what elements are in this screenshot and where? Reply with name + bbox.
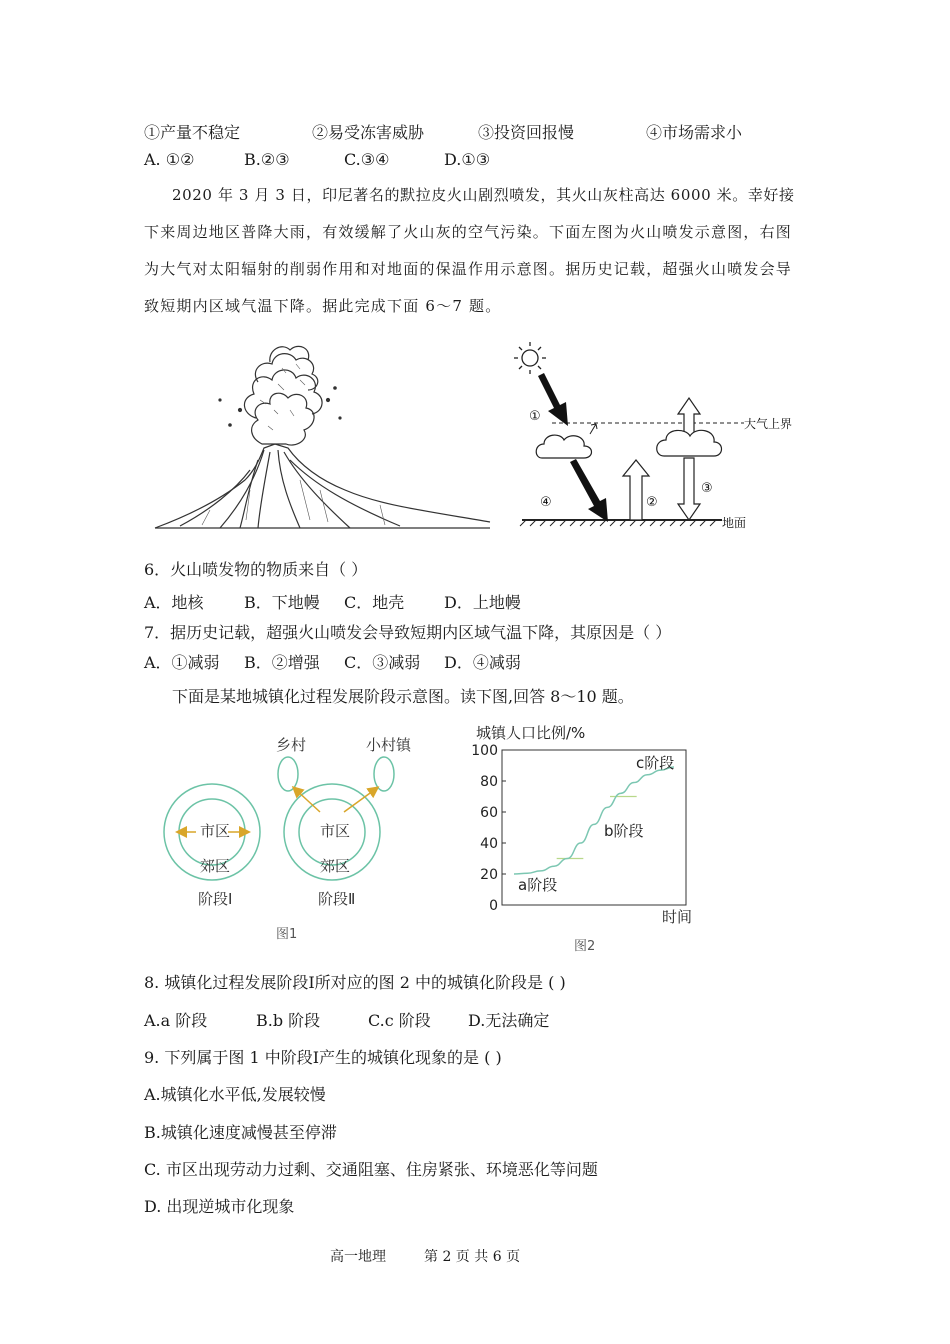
arrow-solar-incoming (538, 373, 568, 426)
urbanization-curve (514, 767, 674, 874)
q8-choice-b: B.b 阶段 (256, 1011, 321, 1030)
q7-stem: 7．据历史记载，超强火山喷发会导致短期内区域气温下降，其原因是（ ） (144, 623, 672, 642)
arrow-solar-reaching-ground (570, 459, 608, 522)
town-label: 小村镇 (366, 736, 412, 754)
figure-2-caption: 图2 (574, 939, 596, 954)
stage2-suburb-label: 郊区 (320, 857, 351, 875)
q7-choice-a: A．①减弱 (144, 653, 220, 672)
chart-xlabel: 时间 (662, 908, 693, 926)
q5-option-4: ④市场需求小 (646, 123, 743, 142)
q6-stem: 6．火山喷发物的物质来自（ ） (144, 560, 368, 579)
q9-stem: 9. 下列属于图 1 中阶段Ⅰ产生的城镇化现象的是 ( ) (144, 1048, 502, 1067)
ground-label: 地面 (722, 516, 747, 530)
stage1-city-label: 市区 (200, 822, 231, 840)
arrow-counter-radiation (678, 458, 700, 520)
y-tick-label: 100 (471, 743, 498, 759)
village-ellipse (278, 757, 298, 791)
village-label: 乡村 (276, 736, 307, 754)
figure-1-caption: 图1 (276, 927, 298, 942)
chart-ylabel: 城镇人口比例/% (476, 724, 586, 742)
q5-option-1: ①产量不稳定 (144, 123, 241, 142)
stage-c-label: c阶段 (636, 754, 675, 772)
q9-choice-a: A.城镇化水平低,发展较慢 (144, 1085, 326, 1104)
stage2-label: 阶段Ⅱ (318, 890, 356, 908)
figure-2-urbanization-chart (460, 720, 710, 960)
y-tick-label: 20 (480, 867, 498, 883)
footer-subject: 高一地理 (330, 1249, 386, 1265)
q5-choice-b: B.②③ (244, 150, 290, 169)
q7-choice-d: D．④减弱 (444, 653, 521, 672)
town-ellipse (374, 757, 394, 791)
q5-choice-c: C.③④ (344, 150, 390, 169)
q6-choice-a: A．地核 (144, 593, 204, 612)
label-3: ③ (701, 481, 713, 496)
y-tick-label: 40 (480, 836, 498, 852)
stage1-label: 阶段Ⅰ (198, 890, 233, 908)
label-4: ④ (540, 495, 552, 510)
y-tick-label: 80 (480, 774, 498, 790)
stage2-city-label: 市区 (320, 822, 351, 840)
intro-line-1: 2020 年 3 月 3 日，印尼著名的默拉皮火山剧烈喷发，其火山灰柱高达 6000 米。幸好接 (172, 186, 795, 204)
q5-option-2: ②易受冻害威胁 (312, 123, 425, 142)
stage1-suburb-label: 郊区 (200, 857, 231, 875)
atmosphere-top-label: 大气上界 (744, 417, 793, 431)
q8-stem: 8. 城镇化过程发展阶段Ⅰ所对应的图 2 中的城镇化阶段是 ( ) (144, 973, 566, 992)
arrow-ground-radiation (623, 460, 649, 520)
q9-choice-b: B.城镇化速度减慢甚至停滞 (144, 1123, 337, 1142)
q6-choice-c: C．地壳 (344, 593, 405, 612)
intro-line-2: 下来周边地区普降大雨，有效缓解了火山灰的空气污染。下面左图为火山喷发示意图，右图 (144, 223, 793, 241)
q8-choice-d: D.无法确定 (468, 1011, 550, 1030)
figure-1-urbanization-stages (160, 728, 420, 948)
intro-8-10: 下面是某地城镇化过程发展阶段示意图。读下图,回答 8～10 题。 (172, 687, 634, 706)
q7-choice-b: B．②增强 (244, 653, 320, 672)
q5-choice-d: D.①③ (444, 150, 491, 169)
q9-choice-c: C. 市区出现劳动力过剩、交通阻塞、住房紧张、环境恶化等问题 (144, 1160, 598, 1179)
q8-choice-c: C.c 阶段 (368, 1011, 431, 1030)
footer-page: 第 2 页 共 6 页 (424, 1249, 521, 1265)
atmosphere-diagram (512, 340, 812, 540)
q6-choice-d: D．上地幔 (444, 593, 521, 612)
volcano-illustration (150, 340, 495, 535)
y-tick-label: 0 (489, 898, 498, 914)
y-tick-label: 60 (480, 805, 498, 821)
stage-b-label: b阶段 (604, 822, 644, 840)
q9-choice-d: D. 出现逆城市化现象 (144, 1197, 295, 1216)
stage-a-label: a阶段 (518, 876, 558, 894)
label-1: ① (529, 409, 541, 424)
cloud-right (657, 430, 722, 456)
q7-choice-c: C．③减弱 (344, 653, 421, 672)
q5-option-3: ③投资回报慢 (478, 123, 575, 142)
sun-icon (514, 342, 546, 374)
intro-line-3: 为大气对太阳辐射的削弱作用和对地面的保温作用示意图。据历史记载，超强火山喷发会导 (144, 260, 793, 278)
intro-line-4: 致短期内区域气温下降。据此完成下面 6～7 题。 (144, 297, 502, 315)
q6-choice-b: B．下地幔 (244, 593, 320, 612)
cloud-left (536, 435, 591, 458)
q8-choice-a: A.a 阶段 (144, 1011, 208, 1030)
label-2: ② (646, 495, 658, 510)
q5-choice-a: A. ①② (144, 150, 195, 169)
